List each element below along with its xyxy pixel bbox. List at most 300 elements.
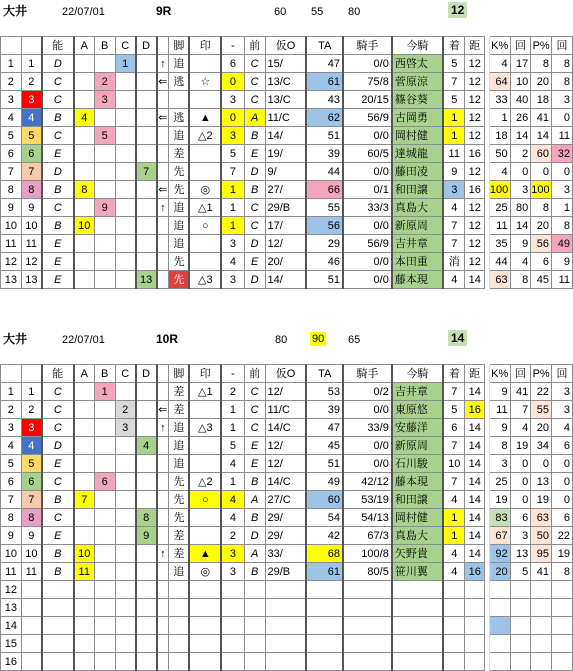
cell-jockey: 吉井章 [392, 383, 443, 401]
cell-gate: 9 [1, 199, 22, 217]
cell-d: 8 [136, 509, 157, 527]
cell-chaku: 14 [465, 455, 485, 473]
cell-num: 11 [21, 563, 42, 581]
cell-num: 9 [21, 199, 42, 217]
cell-kjock: 7 [443, 217, 465, 235]
cell-num [21, 617, 42, 635]
cell-rec: 0/1 [343, 181, 392, 199]
cell-a [74, 509, 95, 527]
cell-a [74, 253, 95, 271]
cell-rank [42, 635, 74, 653]
cell-kp: 25 [489, 473, 510, 491]
column-header: 回 [510, 365, 531, 383]
cell-arrow [157, 599, 169, 617]
venue-title: 大井 [3, 332, 28, 346]
cell-a [74, 199, 95, 217]
cell-rank: C [42, 419, 74, 437]
cell-gate: 2 [1, 401, 22, 419]
cell-pp: 6 [531, 253, 552, 271]
cell-rec: 100/8 [343, 545, 392, 563]
column-header: 騎手 [343, 365, 392, 383]
cell-pos: 1 [221, 401, 244, 419]
cell-kjock: 7 [443, 73, 465, 91]
table-row [1, 617, 573, 635]
cell-rec: 42/12 [343, 473, 392, 491]
cell-num: 8 [21, 181, 42, 199]
cell-rec: 33/3 [343, 199, 392, 217]
cell-arrow [157, 91, 169, 109]
cell-chaku: 16 [465, 401, 485, 419]
cell-leg: 追 [169, 199, 190, 217]
cell-a: 11 [74, 563, 95, 581]
cell-mark: ☆ [189, 73, 221, 91]
column-header: 回 [552, 37, 573, 55]
cell-d [136, 419, 157, 437]
cell-pre: A [244, 545, 265, 563]
cell-b [94, 653, 115, 671]
cell-pp: 41 [531, 109, 552, 127]
cell-mark [189, 599, 221, 617]
cell-pre: B [244, 509, 265, 527]
cell-ta: 39 [306, 145, 343, 163]
cell-arrow [157, 145, 169, 163]
column-header: D [136, 365, 157, 383]
cell-leg: 差 [169, 383, 190, 401]
cell-num: 4 [21, 109, 42, 127]
column-header: TA [306, 37, 343, 55]
cell-pos: 4 [221, 509, 244, 527]
cell-chaku: 12 [465, 217, 485, 235]
cell-kari: 13/C [265, 73, 306, 91]
cell-kai2: 32 [552, 145, 573, 163]
cell-kjock: 1 [443, 109, 465, 127]
table-row [1, 419, 573, 437]
cell-c [115, 145, 136, 163]
cell-pp [531, 599, 552, 617]
cell-gate: 8 [1, 509, 22, 527]
cell-a [74, 599, 95, 617]
cell-pre: E [244, 145, 265, 163]
cell-leg: 追 [169, 217, 190, 235]
cell-pp: 45 [531, 271, 552, 289]
column-header: B [94, 365, 115, 383]
cell-b [94, 599, 115, 617]
cell-arrow: ⇐ [157, 73, 169, 91]
cell-d: 4 [136, 437, 157, 455]
column-header [1, 37, 22, 55]
cell-kjock [443, 599, 465, 617]
cell-rank: D [42, 55, 74, 73]
cell-kari: 14/ [265, 271, 306, 289]
column-header: C [115, 37, 136, 55]
cell-pre: D [244, 235, 265, 253]
cell-pre: C [244, 55, 265, 73]
cell-leg [169, 581, 190, 599]
cell-pos: 4 [221, 491, 244, 509]
cell-kai2: 1 [552, 199, 573, 217]
cell-gate: 3 [1, 419, 22, 437]
cell-chaku: 14 [465, 437, 485, 455]
cell-a [74, 127, 95, 145]
cell-d [136, 581, 157, 599]
cell-jockey: 新原周 [392, 217, 443, 235]
cell-kari: 12/ [265, 455, 306, 473]
cell-arrow [157, 253, 169, 271]
cell-a [74, 581, 95, 599]
cell-d [136, 491, 157, 509]
cell-kari: 12/ [265, 383, 306, 401]
cell-pp: 55 [531, 401, 552, 419]
cell-a: 8 [74, 181, 95, 199]
race-date: 22/07/01 [62, 334, 105, 346]
cell-d: 13 [136, 271, 157, 289]
cell-rank: C [42, 73, 74, 91]
cell-rec: 53/19 [343, 491, 392, 509]
cell-gate: 7 [1, 491, 22, 509]
cell-chaku: 12 [465, 127, 485, 145]
cell-jockey: 吉井章 [392, 235, 443, 253]
cell-pos: 1 [221, 181, 244, 199]
cell-kai2: 6 [552, 509, 573, 527]
cell-jockey: 和田譲 [392, 491, 443, 509]
cell-chaku [465, 635, 485, 653]
cell-rank: C [42, 91, 74, 109]
cell-rank: E [42, 527, 74, 545]
cell-gate: 12 [1, 581, 22, 599]
cell-pos: 6 [221, 55, 244, 73]
cell-a [74, 617, 95, 635]
cell-kari: 9/ [265, 163, 306, 181]
column-header: D [136, 37, 157, 55]
cell-gate: 3 [1, 91, 22, 109]
cell-kjock: 消 [443, 253, 465, 271]
cell-leg: 追 [169, 55, 190, 73]
cell-rank: E [42, 271, 74, 289]
cell-rank: B [42, 563, 74, 581]
cell-kp: 1 [489, 109, 510, 127]
cell-leg [169, 599, 190, 617]
cell-rec: 0/0 [343, 127, 392, 145]
cell-kp: 9 [489, 419, 510, 437]
cell-mark: ○ [189, 491, 221, 509]
cell-gate: 15 [1, 635, 22, 653]
cell-kai: 5 [510, 563, 531, 581]
header-row [1, 365, 573, 383]
cell-pre: B [244, 473, 265, 491]
cell-kjock: 1 [443, 527, 465, 545]
cell-kai2: 8 [552, 55, 573, 73]
cell-b [94, 181, 115, 199]
cell-mark [189, 509, 221, 527]
cell-mark [189, 163, 221, 181]
cell-kjock: 3 [443, 181, 465, 199]
cell-kp: 83 [489, 509, 510, 527]
cell-ta: 42 [306, 527, 343, 545]
header-row [1, 37, 573, 55]
cell-num: 7 [21, 163, 42, 181]
column-header: 仮O [265, 365, 306, 383]
cell-kai2: 0 [552, 109, 573, 127]
cell-num: 4 [21, 437, 42, 455]
cell-rec: 0/2 [343, 383, 392, 401]
cell-mark [189, 527, 221, 545]
cell-c [115, 181, 136, 199]
cell-jockey: 真島大 [392, 527, 443, 545]
cell-mark [189, 635, 221, 653]
cell-chaku: 12 [465, 199, 485, 217]
cell-leg: 先 [169, 473, 190, 491]
cell-b [94, 635, 115, 653]
cell-kai2: 0 [552, 163, 573, 181]
cell-rank: D [42, 163, 74, 181]
cell-c [115, 617, 136, 635]
cell-pre: D [244, 163, 265, 181]
cell-d [136, 91, 157, 109]
cell-num: 5 [21, 127, 42, 145]
cell-c [115, 527, 136, 545]
column-header [1, 365, 22, 383]
cell-chaku: 14 [465, 509, 485, 527]
cell-pre [244, 653, 265, 671]
cell-c [115, 383, 136, 401]
table-row [1, 181, 573, 199]
cell-ta: 47 [306, 55, 343, 73]
cell-kari: 29/ [265, 509, 306, 527]
cell-pp: 8 [531, 199, 552, 217]
cell-kai2 [552, 653, 573, 671]
cell-kai2: 11 [552, 127, 573, 145]
cell-kai: 7 [510, 401, 531, 419]
cell-arrow [157, 271, 169, 289]
cell-num: 2 [21, 401, 42, 419]
race-header [0, 328, 573, 364]
column-header: - [221, 365, 244, 383]
cell-leg: 先 [169, 271, 190, 289]
cell-d [136, 599, 157, 617]
cell-gate: 13 [1, 599, 22, 617]
cell-kjock: 4 [443, 491, 465, 509]
cell-rec: 0/0 [343, 55, 392, 73]
cell-num: 1 [21, 55, 42, 73]
cell-kai2: 22 [552, 527, 573, 545]
cell-pos: 3 [221, 545, 244, 563]
cell-rec: 0/0 [343, 163, 392, 181]
cell-a [74, 437, 95, 455]
cell-a [74, 653, 95, 671]
cell-arrow [157, 217, 169, 235]
cell-kai [510, 635, 531, 653]
cell-kp: 25 [489, 199, 510, 217]
cell-kai2 [552, 599, 573, 617]
cell-kp: 92 [489, 545, 510, 563]
cell-jockey: 藤田凌 [392, 163, 443, 181]
table-row [1, 253, 573, 271]
cell-b [94, 491, 115, 509]
cell-b: 5 [94, 127, 115, 145]
cell-rec: 20/15 [343, 91, 392, 109]
cell-pos: 2 [221, 383, 244, 401]
cell-kp: 67 [489, 527, 510, 545]
cell-kai: 17 [510, 55, 531, 73]
cell-kari: 29/ [265, 527, 306, 545]
cell-kai2: 0 [552, 473, 573, 491]
table-row [1, 199, 573, 217]
cell-ta: 51 [306, 127, 343, 145]
cell-arrow [157, 473, 169, 491]
table-row [1, 509, 573, 527]
cell-jockey: 達城龍 [392, 145, 443, 163]
cell-leg: 先 [169, 491, 190, 509]
cell-jockey: 東原悠 [392, 401, 443, 419]
cell-b [94, 527, 115, 545]
cell-kjock: 9 [443, 163, 465, 181]
cell-c [115, 73, 136, 91]
cell-c [115, 127, 136, 145]
cell-kai: 10 [510, 73, 531, 91]
cell-arrow: ⇐ [157, 401, 169, 419]
cell-c [115, 199, 136, 217]
cell-rec: 33/9 [343, 419, 392, 437]
cell-chaku: 14 [465, 383, 485, 401]
cell-chaku: 12 [465, 73, 485, 91]
cell-b [94, 401, 115, 419]
cell-kp: 9 [489, 383, 510, 401]
cell-ta: 66 [306, 181, 343, 199]
cell-rank: B [42, 181, 74, 199]
cell-kai: 26 [510, 109, 531, 127]
cell-pos: 4 [221, 253, 244, 271]
cell-chaku: 14 [465, 527, 485, 545]
cell-kai2: 3 [552, 401, 573, 419]
cell-pos [221, 653, 244, 671]
top-num-3: 65 [348, 334, 361, 346]
table-row [1, 109, 573, 127]
race-number: 9R [156, 4, 172, 18]
table-row [1, 491, 573, 509]
cell-kari: 33/ [265, 545, 306, 563]
cell-rec: 54/13 [343, 509, 392, 527]
cell-ta: 47 [306, 419, 343, 437]
cell-arrow [157, 635, 169, 653]
cell-kjock: 1 [443, 509, 465, 527]
cell-pre: A [244, 109, 265, 127]
cell-leg: 追 [169, 455, 190, 473]
cell-mark: △3 [189, 271, 221, 289]
cell-num [21, 635, 42, 653]
cell-kai2: 3 [552, 383, 573, 401]
cell-a [74, 473, 95, 491]
cell-kjock: 7 [443, 473, 465, 491]
cell-jockey [392, 653, 443, 671]
cell-num: 5 [21, 455, 42, 473]
cell-rec: 56/9 [343, 109, 392, 127]
cell-kari: 29/B [265, 199, 306, 217]
cell-chaku: 14 [465, 473, 485, 491]
cell-ta [306, 635, 343, 653]
cell-kp [489, 617, 510, 635]
cell-c [115, 563, 136, 581]
cell-c [115, 91, 136, 109]
cell-leg: 先 [169, 509, 190, 527]
cell-kjock: 4 [443, 563, 465, 581]
cell-kjock: 11 [443, 145, 465, 163]
cell-kjock: 10 [443, 455, 465, 473]
cell-ta: 60 [306, 491, 343, 509]
cell-rank: C [42, 199, 74, 217]
cell-c [115, 635, 136, 653]
cell-num: 11 [21, 235, 42, 253]
cell-pre: C [244, 199, 265, 217]
cell-arrow [157, 563, 169, 581]
cell-b [94, 617, 115, 635]
cell-chaku: 16 [465, 563, 485, 581]
cell-a: 7 [74, 491, 95, 509]
cell-pp: 20 [531, 73, 552, 91]
cell-ta: 55 [306, 199, 343, 217]
cell-leg: 先 [169, 163, 190, 181]
cell-jockey: 藤本現 [392, 271, 443, 289]
cell-c [115, 217, 136, 235]
cell-kai2: 4 [552, 419, 573, 437]
cell-chaku: 14 [465, 271, 485, 289]
cell-mark: ◎ [189, 563, 221, 581]
cell-chaku: 12 [465, 163, 485, 181]
cell-b [94, 145, 115, 163]
column-header: 印 [189, 365, 221, 383]
cell-mark [189, 617, 221, 635]
cell-pp: 100 [531, 181, 552, 199]
cell-a: 10 [74, 217, 95, 235]
column-header: B [94, 37, 115, 55]
cell-d [136, 253, 157, 271]
column-header: P% [531, 37, 552, 55]
cell-leg: 先 [169, 253, 190, 271]
cell-pre: C [244, 419, 265, 437]
table-row [1, 73, 573, 91]
cell-leg: 逃 [169, 73, 190, 91]
cell-b [94, 163, 115, 181]
cell-pos: 0 [221, 109, 244, 127]
cell-kai: 2 [510, 145, 531, 163]
entry-table-9r [0, 36, 573, 289]
cell-pos: 1 [221, 199, 244, 217]
cell-b [94, 217, 115, 235]
cell-rec [343, 617, 392, 635]
cell-c [115, 437, 136, 455]
cell-rank: B [42, 491, 74, 509]
cell-kai2 [552, 617, 573, 635]
cell-jockey [392, 581, 443, 599]
cell-chaku [465, 653, 485, 671]
cell-pp: 0 [531, 163, 552, 181]
cell-pre: A [244, 491, 265, 509]
cell-rec: 56/9 [343, 235, 392, 253]
column-header: 印 [189, 37, 221, 55]
cell-kp: 8 [489, 437, 510, 455]
cell-jockey: 岡村健 [392, 509, 443, 527]
cell-d [136, 181, 157, 199]
cell-rank: E [42, 455, 74, 473]
cell-chaku: 12 [465, 109, 485, 127]
cell-pos: 5 [221, 437, 244, 455]
top-num-1: 80 [275, 334, 288, 346]
cell-kari: 19/ [265, 145, 306, 163]
cell-rank [42, 581, 74, 599]
cell-pre [244, 599, 265, 617]
cell-kai2: 6 [552, 437, 573, 455]
cell-c: 2 [115, 401, 136, 419]
cell-num: 6 [21, 145, 42, 163]
